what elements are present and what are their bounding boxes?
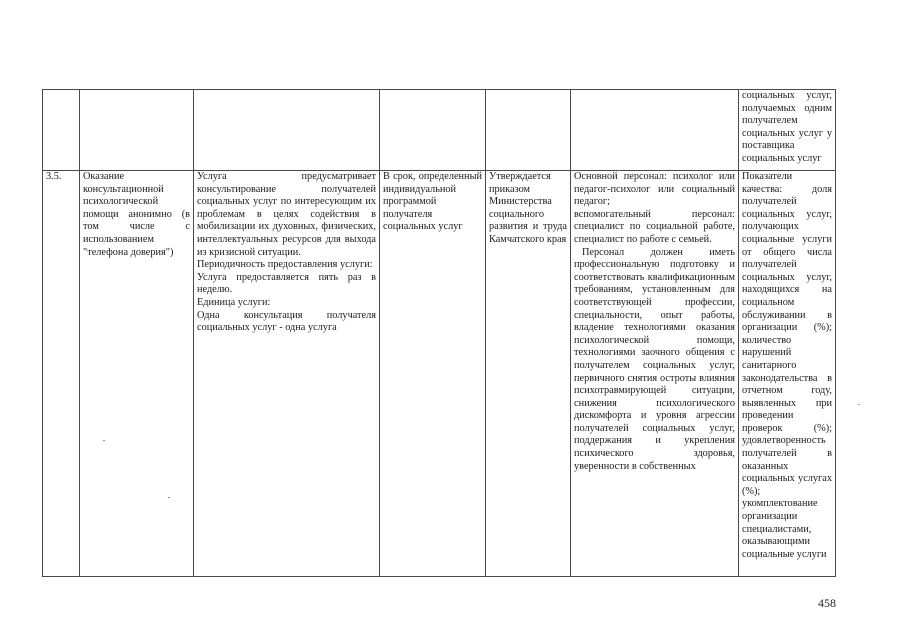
scan-speck xyxy=(103,440,105,441)
description-paragraph: Услуга предусматривает консультирование получателей социальных услуг по интересующим их проблемам в целях содействия в мобилизации их духовных, физических, интеллектуальных ресурсов для выхода из кризисной ситуации. xyxy=(197,171,376,258)
periodicity-label: Периодичность предоставления услуги: xyxy=(197,259,373,271)
page-number: 458 xyxy=(818,596,836,610)
cell-conditions-empty xyxy=(571,90,739,171)
scan-speck xyxy=(858,404,860,405)
cell-number-empty xyxy=(43,90,80,171)
unit-label: Единица услуги: xyxy=(197,296,271,308)
staff-requirements-text: Персонал должен иметь профессиональную подготовку и соответствовать квалификационным требованиям, установленным для соответствующей профессии, специальности, опыт работы, владение технологиями оказания психологической помощи, технологиями заочного общения с получателем социальных услуг, первичного снятия остроты влияния психотравмирующей ситуации, снижения психологического дискомфорта и уровня агрессии получателей социальных услуг, поддержания и укрепления психического здоровья, уверенности в собственных xyxy=(574,246,735,472)
cell-row-number: 3.5. xyxy=(43,171,80,577)
cell-term-empty xyxy=(380,90,486,171)
periodicity-value: Услуга предоставляется пять раз в неделю. xyxy=(197,271,376,296)
services-table xyxy=(42,89,836,577)
cell-service-description xyxy=(194,171,380,577)
cell-service-term: В срок, определенный индивидуальной программой получателя социальных услуг xyxy=(380,171,486,577)
cell-quality-continuation: социальных услуг, получаемых одним получателем социальных услуг у поставщика социальных услуг xyxy=(739,90,836,171)
scan-speck xyxy=(168,497,170,498)
cell-name-empty xyxy=(80,90,194,171)
table-row-3-5 xyxy=(43,171,836,577)
main-staff-text: Основной персонал: психолог или педагог-психолог или социальный педагог; xyxy=(574,171,735,208)
cell-quality-indicators: Показатели качества: доля получателей социальных услуг, получающих социальные услуги от общего числа получателей социальных услуг, находящихся на социальном обслуживании в организации (%); количество нарушений санитарного законодательства в отчетном году, выявленных при проведении проверок (%); удовлетворенность получателей в оказанных социальных услугах (%); укомплектование организации специалистами, оказывающими социальные услуги xyxy=(739,171,836,577)
cell-service-cost: Утверждается приказом Министерства социального развития и труда Камчатского края xyxy=(486,171,571,577)
table-row-continuation xyxy=(43,90,836,171)
unit-value: Одна консультация получателя социальных услуг - одна услуга xyxy=(197,309,376,334)
cell-cost-empty xyxy=(486,90,571,171)
cell-service-name: Оказание консультационной психологической помощи анонимно (в том числе с использованием "телефона доверия") xyxy=(80,171,194,577)
cell-description-empty xyxy=(194,90,380,171)
cell-service-conditions xyxy=(571,171,739,577)
support-staff-text: вспомогательный персонал: специалист по социальной работе, специалист по работе с семьей. xyxy=(574,208,735,245)
